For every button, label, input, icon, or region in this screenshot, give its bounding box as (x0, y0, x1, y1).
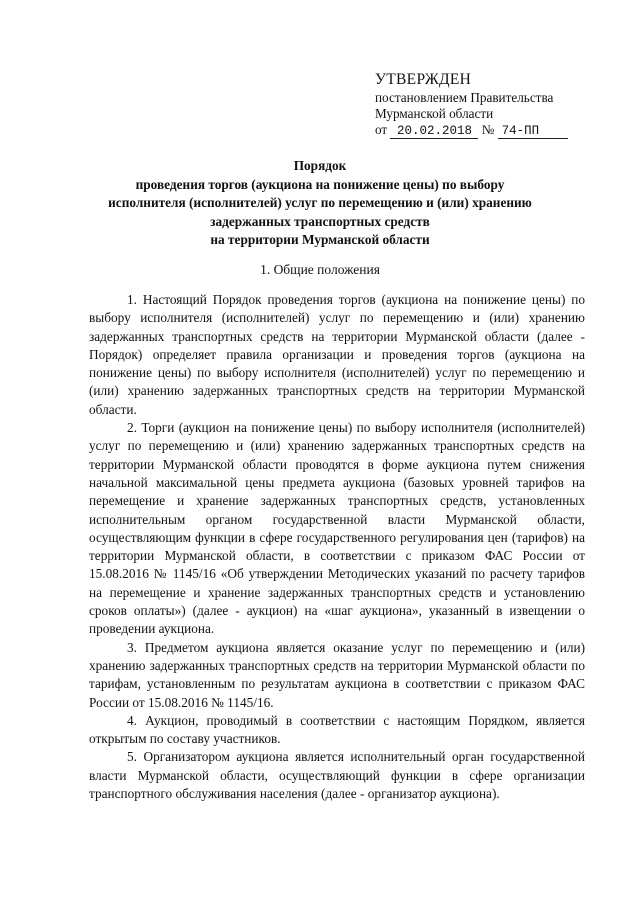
paragraph-3: 3. Предметом аукциона является оказание услуг по перемещению и (или) хранению задержанных транспортных средств на территории Мурманской области по тарифам, установленным по результатам аукциона в соответствии с приказом ФАС России от 15.08.2016 № 1145/16. (89, 639, 585, 710)
document-title (60, 157, 580, 250)
approval-stamp (375, 70, 615, 139)
paragraph-2: 2. Торги (аукцион на понижение цены) по выбору исполнителя (исполнителей) услуг по перемещению и (или) хранению задержанных транспортных средств на территории Мурманской области проводятся в форме аукциона путем снижения начальной максимальной цены предмета аукциона (базовых уровней тарифов на перемещение и хранение задержанных транспортных средств, установленных исполнительным органом государственной власти Мурманской области, осуществляющим функции в сфере государственного регулирования цен (тарифов) на территории Мурманской области, в соответствии с приказом ФАС России от 15.08.2016 № 1145/16 «Об утверждении Методических указаний по расчету тарифов на перемещение и хранение задержанных транспортных средств и установлению сроков оплаты») (далее - аукцион) на «шаг аукциона», указанный в извещении о проведении аукциона. (89, 420, 585, 637)
approval-date: 20.02.2018 (390, 124, 478, 139)
title-line: на территории Мурманской области (210, 232, 430, 247)
approval-title: УТВЕРЖДЕН (375, 71, 472, 88)
approval-line-1: постановлением Правительства (375, 90, 554, 105)
title-line: задержанных транспортных средств (210, 213, 430, 229)
section-heading: 1. Общие положения (260, 262, 380, 277)
approval-date-line (375, 122, 615, 139)
approval-number: 74-ПП (498, 124, 568, 139)
title-line: проведения торгов (аукциона на понижение цены) по выбору (135, 176, 505, 192)
number-prefix: № (481, 122, 495, 137)
paragraph-1: 1. Настоящий Порядок проведения торгов (аукциона на понижение цены) по выбору исполнителя (исполнителей) услуг по перемещению и (или) хранению задержанных транспортных средств на территории Мурманской области (далее - Порядок) определяет правила организации и проведения торгов (аукциона на понижение цены) по выбору исполнителя (исполнителей) услуг по перемещению и (или) хранению задержанных транспортных средств на территории Мурманской области. (89, 292, 585, 417)
paragraph-5: 5. Организатором аукциона является исполнительный орган государственной власти Мурманской области, осуществляющий функции в сфере организации транспортного обслуживания населения (далее - организатор аукциона). (89, 749, 585, 802)
paragraph-4: 4. Аукцион, проводимый в соответствии с настоящим Порядком, является открытым по составу участников. (89, 712, 585, 747)
title-line: исполнителя (исполнителей) услуг по перемещению и (или) хранению (108, 195, 532, 210)
document-body (89, 291, 585, 803)
date-prefix: от (375, 122, 388, 137)
approval-line-2: Мурманской области (375, 106, 494, 121)
title-line: Порядок (293, 158, 347, 173)
